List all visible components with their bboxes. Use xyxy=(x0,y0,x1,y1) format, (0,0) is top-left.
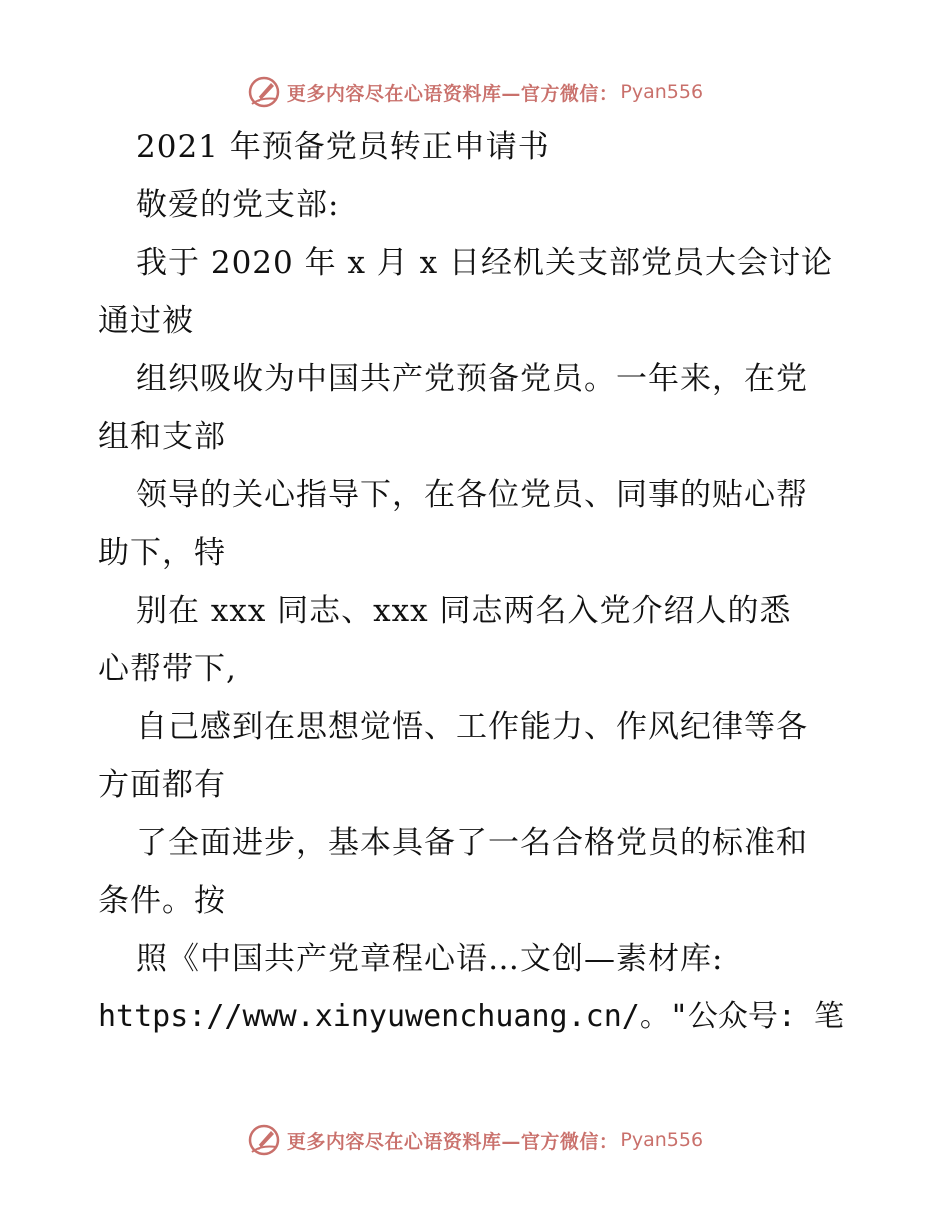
document-title: 2021 年预备党员转正申请书 xyxy=(136,129,550,165)
body-line: 组和支部 xyxy=(98,419,226,455)
body-line: 条件。按 xyxy=(98,883,226,919)
header-banner-text: 更多内容尽在心语资料库—官方微信： xyxy=(286,82,619,105)
body-line: 了全面进步，基本具备了一名合格党员的标准和 xyxy=(136,825,808,861)
header-banner xyxy=(0,72,950,112)
header-banner-wechat: Pyan556 xyxy=(620,81,704,103)
body-line: 方面都有 xyxy=(98,767,226,803)
body-line: 助下，特 xyxy=(98,535,226,571)
quill-pen-logo-icon xyxy=(247,75,281,109)
footer-banner xyxy=(0,1120,950,1160)
quill-pen-logo-icon xyxy=(247,1123,281,1157)
document-body xyxy=(98,118,858,1046)
body-line: 通过被 xyxy=(98,303,194,339)
footer-banner-text: 更多内容尽在心语资料库—官方微信： xyxy=(286,1130,619,1153)
footer-banner-wechat: Pyan556 xyxy=(620,1129,704,1151)
body-line: 自己感到在思想觉悟、工作能力、作风纪律等各 xyxy=(136,709,808,745)
body-line: 照《中国共产党章程心语…文创—素材库: xyxy=(136,941,724,977)
body-line-url: https://www.xinyuwenchuang.cn/。"公众号: 笔 xyxy=(98,999,845,1034)
body-line: 组织吸收为中国共产党预备党员。一年来，在党 xyxy=(136,361,808,397)
body-line: 心帮带下, xyxy=(98,651,237,687)
body-line: 领导的关心指导下，在各位党员、同事的贴心帮 xyxy=(136,477,808,513)
body-line: 我于 2020 年 x 月 x 日经机关支部党员大会讨论 xyxy=(136,245,833,281)
document-salutation: 敬爱的党支部: xyxy=(136,187,340,223)
body-line: 别在 xxx 同志、xxx 同志两名入党介绍人的悉 xyxy=(136,593,792,629)
